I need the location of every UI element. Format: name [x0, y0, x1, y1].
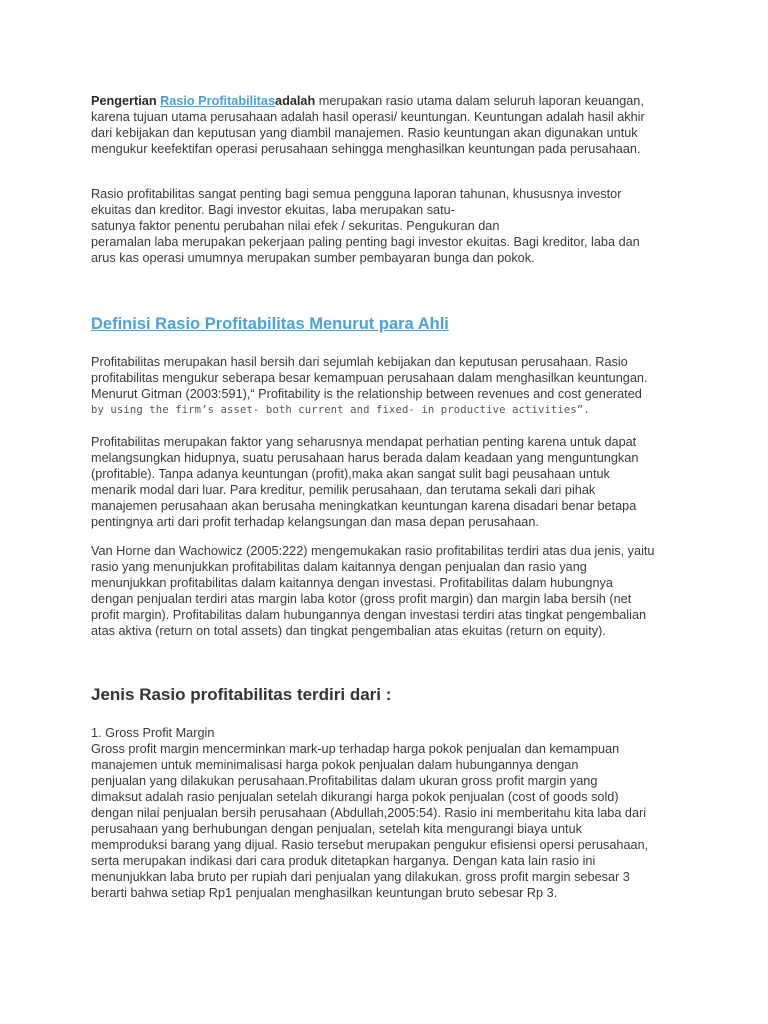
- paragraph-line: manajemen untuk meminimalisasi harga pokok penjualan dalam hubungannya dengan: [91, 758, 579, 772]
- paragraph-line: Rasio profitabilitas sangat penting bagi semua pengguna laporan tahunan, khususnya investor: [91, 187, 622, 201]
- rasio-profitabilitas-link[interactable]: Rasio Profitabilitas: [160, 94, 276, 108]
- intro-line: mengukur keefektifan operasi perusahaan sehingga menghasilkan keuntungan pada perusahaan.: [91, 142, 641, 156]
- paragraph-line: Gross profit margin mencerminkan mark-up terhadap harga pokok penjualan dan kemampuan: [91, 742, 620, 756]
- paragraph-line: atas aktiva (return on total assets) dan tingkat pengembalian atas ekuitas (return on equity).: [91, 624, 606, 638]
- intro-term-suffix: adalah: [275, 94, 316, 108]
- paragraph-line: Profitabilitas merupakan hasil bersih dari sejumlah kebijakan dan keputusan perusahaan. Rasio: [91, 355, 628, 369]
- paragraph-line: dimaksut adalah rasio penjualan setelah dikurangi harga pokok penjualan (cost of goods sold): [91, 790, 619, 804]
- paragraph-line: profit margin). Profitabilitas dalam hubungannya dengan investasi terdiri atas tingkat pengembalian: [91, 608, 647, 622]
- paragraph-line: perusahaan yang berhubungan dengan penjualan, setelah kita mengurangi biaya untuk: [91, 822, 582, 836]
- paragraph-line: Menurut Gitman (2003:591),“ Profitability is the relationship between revenues and cost generated: [91, 387, 642, 401]
- paragraph-line: Profitabilitas merupakan faktor yang seharusnya mendapat perhatian penting karena untuk dapat: [91, 435, 637, 449]
- gross-profit-margin-paragraph: [91, 725, 691, 901]
- paragraph-line: serta merupakan indikasi dari cara produk ditetapkan harganya. Dengan kata lain rasio ini: [91, 854, 596, 868]
- van-horne-paragraph: [91, 543, 691, 639]
- definition-paragraph: [91, 354, 691, 418]
- gitman-quote-line: by using the firm’s asset- both current and fixed- in productive activities”.: [91, 404, 590, 416]
- paragraph-line: menunjukkan laba bruto per rupiah dari penjualan yang dilakukan. gross profit margin sebesar 3: [91, 870, 630, 884]
- paragraph-line: manajemen perusahaan akan berusaha meningkatkan keuntungan karena disadari benar betapa: [91, 499, 637, 513]
- paragraph-line: dengan nilai penjualan bersih perusahaan (Abdullah,2005:54). Rasio ini memberitahu kita laba dari: [91, 806, 647, 820]
- intro-first-line-rest: merupakan rasio utama dalam seluruh laporan keuangan,: [315, 94, 644, 108]
- intro-paragraph: [91, 93, 691, 157]
- intro-line: dari kebijakan dan keputusan yang diambil manajemen. Rasio keuntungan akan digunakan untuk: [91, 126, 638, 140]
- paragraph-line: profitabilitas mengukur seberapa besar kemampuan perusahaan dalam menghasilkan keuntungan.: [91, 371, 648, 385]
- jenis-heading: Jenis Rasio profitabilitas terdiri dari :: [91, 685, 392, 704]
- intro-term-prefix: Pengertian: [91, 94, 161, 108]
- paragraph-line: penjualan yang dilakukan perusahaan.Profitabilitas dalam ukuran gross profit margin yang: [91, 774, 598, 788]
- paragraph-line: (profitable). Tanpa adanya keuntungan (profit),maka akan sangat sulit bagi peusahaan untuk: [91, 467, 610, 481]
- profitability-factor-paragraph: [91, 434, 691, 530]
- paragraph-line: dengan penjualan terdiri atas margin laba kotor (gross profit margin) dan margin laba bersih (net: [91, 592, 632, 606]
- paragraph-line: menunjukkan profitabilitas dalam kaitannya dengan investasi. Profitabilitas dalam hubungnya: [91, 576, 613, 590]
- paragraph-line: memproduksi barang yang dijual. Rasio tersebut merupakan pengukur efisiensi opersi perusahaan,: [91, 838, 649, 852]
- paragraph-line: menarik modal dari luar. Para kreditur, pemilik perusahaan, dan terutama sekali dari pihak: [91, 483, 596, 497]
- definisi-heading[interactable]: Definisi Rasio Profitabilitas Menurut para Ahli: [91, 315, 449, 333]
- paragraph-line: pentingnya arti dari profit terhadap kelangsungan dan masa depan perusahaan.: [91, 515, 539, 529]
- paragraph-line: Van Horne dan Wachowicz (2005:222) mengemukakan rasio profitabilitas terdiri atas dua jenis, yaitu: [91, 544, 655, 558]
- paragraph-line: peramalan laba merupakan pekerjaan paling penting bagi investor ekuitas. Bagi kreditor, laba dan: [91, 235, 640, 249]
- paragraph-line: melangsungkan hidupnya, suatu perusahaan harus berada dalam keadaan yang menguntungkan: [91, 451, 639, 465]
- paragraph-line: rasio yang menunjukkan profitabilitas dalam kaitannya dengan penjualan dan rasio yang: [91, 560, 587, 574]
- paragraph-line: berarti bahwa setiap Rp1 penjualan menghasilkan keuntungan bruto sebesar Rp 3.: [91, 886, 558, 900]
- intro-line: karena tujuan utama perusahaan adalah hasil operasi/ keuntungan. Keuntungan adalah hasil akhir: [91, 110, 645, 124]
- paragraph-line: satunya faktor penentu perubahan nilai efek / sekuritas. Pengukuran dan: [91, 219, 500, 233]
- paragraph-line: arus kas operasi umumnya merupakan sumber pembayaran bunga dan pokok.: [91, 251, 535, 265]
- intro-first-line: [91, 93, 691, 109]
- importance-paragraph: [91, 186, 691, 266]
- list-item-title: 1. Gross Profit Margin: [91, 726, 215, 740]
- paragraph-line: ekuitas dan kreditor. Bagi investor ekuitas, laba merupakan satu-: [91, 203, 455, 217]
